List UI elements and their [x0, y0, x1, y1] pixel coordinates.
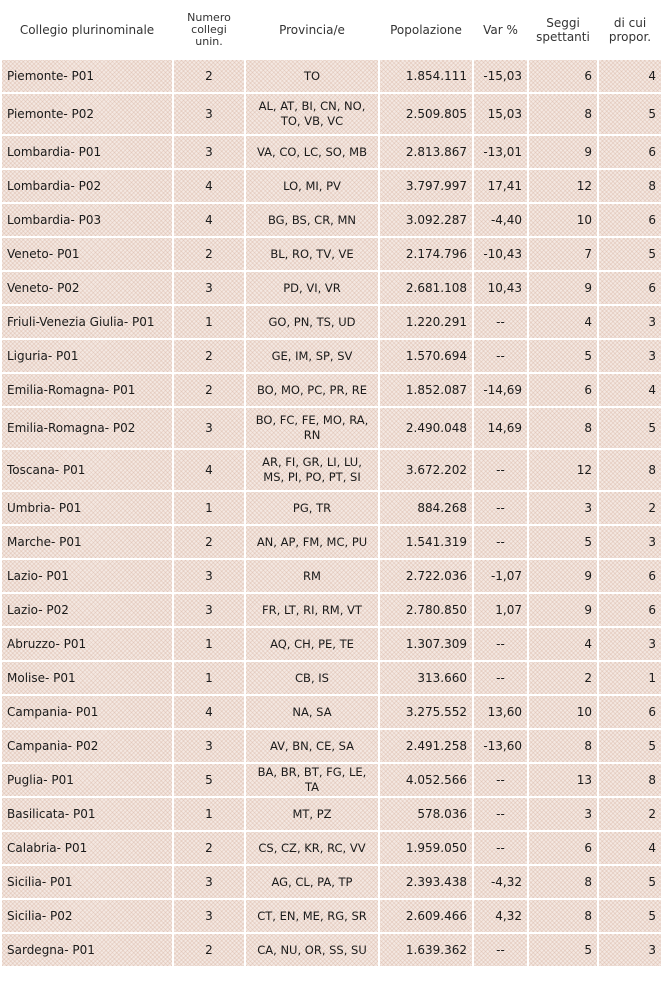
cell-provincia: BO, FC, FE, MO, RA, RN [245, 407, 379, 449]
cell-provincia: GO, PN, TS, UD [245, 305, 379, 339]
table-row [1, 59, 661, 93]
cell-proporzionale: 5 [598, 237, 661, 271]
table-row [1, 203, 661, 237]
cell-proporzionale: 6 [598, 203, 661, 237]
cell-provincia: TO [245, 59, 379, 93]
cell-var: -- [473, 627, 528, 661]
cell-numero: 4 [173, 695, 245, 729]
cell-var: -4,32 [473, 865, 528, 899]
table-row [1, 661, 661, 695]
cell-popolazione: 2.780.850 [379, 593, 473, 627]
cell-seggi: 8 [528, 407, 598, 449]
cell-provincia: BO, MO, PC, PR, RE [245, 373, 379, 407]
cell-seggi: 7 [528, 237, 598, 271]
cell-proporzionale: 4 [598, 831, 661, 865]
cell-proporzionale: 6 [598, 135, 661, 169]
cell-provincia: CS, CZ, KR, RC, VV [245, 831, 379, 865]
cell-numero: 1 [173, 627, 245, 661]
cell-collegio: Toscana- P01 [1, 449, 173, 491]
cell-numero: 3 [173, 593, 245, 627]
cell-popolazione: 1.541.319 [379, 525, 473, 559]
table-row [1, 865, 661, 899]
table-row [1, 525, 661, 559]
cell-proporzionale: 3 [598, 339, 661, 373]
header-popolazione: Popolazione [379, 1, 473, 59]
cell-collegio: Sicilia- P02 [1, 899, 173, 933]
cell-proporzionale: 8 [598, 449, 661, 491]
cell-popolazione: 1.852.087 [379, 373, 473, 407]
table-row [1, 593, 661, 627]
cell-seggi: 8 [528, 729, 598, 763]
table-row [1, 831, 661, 865]
table-row [1, 237, 661, 271]
cell-numero: 4 [173, 449, 245, 491]
cell-proporzionale: 3 [598, 525, 661, 559]
cell-var: -13,60 [473, 729, 528, 763]
cell-var: -14,69 [473, 373, 528, 407]
cell-collegio: Sicilia- P01 [1, 865, 173, 899]
cell-seggi: 3 [528, 797, 598, 831]
table-row [1, 93, 661, 135]
table-row [1, 899, 661, 933]
cell-popolazione: 4.052.566 [379, 763, 473, 797]
cell-seggi: 6 [528, 831, 598, 865]
cell-collegio: Friuli-Venezia Giulia- P01 [1, 305, 173, 339]
cell-var: 17,41 [473, 169, 528, 203]
cell-proporzionale: 8 [598, 763, 661, 797]
cell-numero: 3 [173, 559, 245, 593]
cell-collegio: Emilia-Romagna- P01 [1, 373, 173, 407]
cell-collegio: Sardegna- P01 [1, 933, 173, 967]
cell-popolazione: 2.174.796 [379, 237, 473, 271]
cell-seggi: 6 [528, 373, 598, 407]
cell-var: -- [473, 491, 528, 525]
table-row [1, 305, 661, 339]
cell-popolazione: 3.797.997 [379, 169, 473, 203]
cell-popolazione: 2.491.258 [379, 729, 473, 763]
cell-numero: 3 [173, 407, 245, 449]
cell-popolazione: 2.393.438 [379, 865, 473, 899]
cell-collegio: Liguria- P01 [1, 339, 173, 373]
cell-popolazione: 1.639.362 [379, 933, 473, 967]
cell-provincia: AR, FI, GR, LI, LU, MS, PI, PO, PT, SI [245, 449, 379, 491]
cell-collegio: Veneto- P01 [1, 237, 173, 271]
cell-proporzionale: 1 [598, 661, 661, 695]
cell-numero: 1 [173, 305, 245, 339]
cell-seggi: 9 [528, 559, 598, 593]
cell-seggi: 10 [528, 695, 598, 729]
cell-var: -4,40 [473, 203, 528, 237]
cell-provincia: PD, VI, VR [245, 271, 379, 305]
cell-numero: 1 [173, 661, 245, 695]
cell-seggi: 9 [528, 593, 598, 627]
cell-popolazione: 2.681.108 [379, 271, 473, 305]
cell-var: -- [473, 339, 528, 373]
cell-popolazione: 3.092.287 [379, 203, 473, 237]
cell-seggi: 8 [528, 865, 598, 899]
table-row [1, 695, 661, 729]
cell-popolazione: 578.036 [379, 797, 473, 831]
cell-numero: 3 [173, 899, 245, 933]
cell-popolazione: 3.672.202 [379, 449, 473, 491]
cell-collegio: Calabria- P01 [1, 831, 173, 865]
cell-provincia: VA, CO, LC, SO, MB [245, 135, 379, 169]
cell-numero: 2 [173, 339, 245, 373]
cell-collegio: Lombardia- P01 [1, 135, 173, 169]
cell-proporzionale: 2 [598, 491, 661, 525]
cell-var: -- [473, 525, 528, 559]
table-row [1, 135, 661, 169]
cell-popolazione: 3.275.552 [379, 695, 473, 729]
header-seggi: Seggi spettanti [528, 1, 598, 59]
cell-provincia: NA, SA [245, 695, 379, 729]
table-row [1, 169, 661, 203]
cell-var: 15,03 [473, 93, 528, 135]
cell-provincia: CB, IS [245, 661, 379, 695]
cell-provincia: CT, EN, ME, RG, SR [245, 899, 379, 933]
cell-numero: 2 [173, 237, 245, 271]
cell-numero: 5 [173, 763, 245, 797]
header-provincia: Provincia/e [245, 1, 379, 59]
cell-popolazione: 2.722.036 [379, 559, 473, 593]
table-row [1, 407, 661, 449]
table-row [1, 339, 661, 373]
cell-provincia: AN, AP, FM, MC, PU [245, 525, 379, 559]
cell-proporzionale: 3 [598, 627, 661, 661]
table-row [1, 729, 661, 763]
cell-var: 13,60 [473, 695, 528, 729]
cell-collegio: Campania- P02 [1, 729, 173, 763]
cell-proporzionale: 4 [598, 59, 661, 93]
cell-collegio: Marche- P01 [1, 525, 173, 559]
cell-collegio: Lombardia- P03 [1, 203, 173, 237]
cell-collegio: Campania- P01 [1, 695, 173, 729]
cell-seggi: 8 [528, 899, 598, 933]
cell-proporzionale: 5 [598, 407, 661, 449]
cell-var: -1,07 [473, 559, 528, 593]
cell-provincia: AV, BN, CE, SA [245, 729, 379, 763]
table-body [1, 59, 661, 967]
header-numero: Numero collegi unin. [173, 1, 245, 59]
cell-popolazione: 1.854.111 [379, 59, 473, 93]
header-proporzionale: di cui propor. [598, 1, 661, 59]
cell-var: 4,32 [473, 899, 528, 933]
cell-proporzionale: 5 [598, 729, 661, 763]
cell-seggi: 2 [528, 661, 598, 695]
cell-var: -- [473, 449, 528, 491]
cell-seggi: 5 [528, 525, 598, 559]
cell-numero: 2 [173, 59, 245, 93]
table-row [1, 491, 661, 525]
table-row [1, 933, 661, 967]
cell-var: -15,03 [473, 59, 528, 93]
cell-var: -- [473, 831, 528, 865]
cell-proporzionale: 8 [598, 169, 661, 203]
cell-proporzionale: 3 [598, 305, 661, 339]
table-row [1, 763, 661, 797]
cell-proporzionale: 6 [598, 271, 661, 305]
cell-provincia: BG, BS, CR, MN [245, 203, 379, 237]
cell-numero: 1 [173, 491, 245, 525]
cell-popolazione: 1.570.694 [379, 339, 473, 373]
cell-proporzionale: 6 [598, 593, 661, 627]
cell-provincia: AG, CL, PA, TP [245, 865, 379, 899]
cell-var: -13,01 [473, 135, 528, 169]
cell-seggi: 9 [528, 271, 598, 305]
cell-numero: 3 [173, 865, 245, 899]
cell-provincia: RM [245, 559, 379, 593]
cell-proporzionale: 4 [598, 373, 661, 407]
table-row [1, 559, 661, 593]
cell-collegio: Emilia-Romagna- P02 [1, 407, 173, 449]
cell-collegio: Umbria- P01 [1, 491, 173, 525]
cell-provincia: PG, TR [245, 491, 379, 525]
cell-collegio: Lazio- P02 [1, 593, 173, 627]
cell-popolazione: 1.220.291 [379, 305, 473, 339]
cell-var: -- [473, 763, 528, 797]
cell-collegio: Lombardia- P02 [1, 169, 173, 203]
header-row [1, 1, 661, 59]
table-row [1, 449, 661, 491]
cell-proporzionale: 6 [598, 695, 661, 729]
cell-seggi: 3 [528, 491, 598, 525]
cell-numero: 3 [173, 93, 245, 135]
cell-provincia: FR, LT, RI, RM, VT [245, 593, 379, 627]
cell-numero: 4 [173, 203, 245, 237]
cell-provincia: CA, NU, OR, SS, SU [245, 933, 379, 967]
cell-collegio: Molise- P01 [1, 661, 173, 695]
cell-var: 10,43 [473, 271, 528, 305]
cell-proporzionale: 5 [598, 93, 661, 135]
cell-seggi: 4 [528, 305, 598, 339]
cell-seggi: 8 [528, 93, 598, 135]
cell-proporzionale: 3 [598, 933, 661, 967]
cell-proporzionale: 2 [598, 797, 661, 831]
table-row [1, 797, 661, 831]
cell-proporzionale: 5 [598, 899, 661, 933]
cell-var: -- [473, 661, 528, 695]
cell-var: -- [473, 797, 528, 831]
cell-numero: 3 [173, 271, 245, 305]
cell-popolazione: 2.509.805 [379, 93, 473, 135]
cell-seggi: 5 [528, 933, 598, 967]
cell-popolazione: 1.307.309 [379, 627, 473, 661]
cell-provincia: BA, BR, BT, FG, LE, TA [245, 763, 379, 797]
cell-popolazione: 313.660 [379, 661, 473, 695]
cell-numero: 2 [173, 373, 245, 407]
cell-seggi: 13 [528, 763, 598, 797]
cell-proporzionale: 6 [598, 559, 661, 593]
cell-numero: 3 [173, 729, 245, 763]
cell-collegio: Basilicata- P01 [1, 797, 173, 831]
cell-seggi: 6 [528, 59, 598, 93]
table-row [1, 271, 661, 305]
cell-numero: 2 [173, 525, 245, 559]
header-var: Var % [473, 1, 528, 59]
cell-seggi: 10 [528, 203, 598, 237]
cell-collegio: Puglia- P01 [1, 763, 173, 797]
cell-var: 1,07 [473, 593, 528, 627]
cell-seggi: 12 [528, 449, 598, 491]
cell-var: -- [473, 933, 528, 967]
table-row [1, 373, 661, 407]
cell-popolazione: 2.813.867 [379, 135, 473, 169]
table-row [1, 627, 661, 661]
cell-collegio: Piemonte- P01 [1, 59, 173, 93]
cell-provincia: AQ, CH, PE, TE [245, 627, 379, 661]
cell-provincia: LO, MI, PV [245, 169, 379, 203]
cell-collegio: Abruzzo- P01 [1, 627, 173, 661]
cell-var: -10,43 [473, 237, 528, 271]
cell-provincia: MT, PZ [245, 797, 379, 831]
cell-seggi: 5 [528, 339, 598, 373]
cell-seggi: 9 [528, 135, 598, 169]
cell-numero: 3 [173, 135, 245, 169]
header-collegio: Collegio plurinominale [1, 1, 173, 59]
cell-var: -- [473, 305, 528, 339]
cell-proporzionale: 5 [598, 865, 661, 899]
table-header [1, 1, 661, 59]
cell-provincia: BL, RO, TV, VE [245, 237, 379, 271]
cell-numero: 2 [173, 933, 245, 967]
cell-numero: 4 [173, 169, 245, 203]
cell-provincia: GE, IM, SP, SV [245, 339, 379, 373]
cell-numero: 1 [173, 797, 245, 831]
cell-popolazione: 884.268 [379, 491, 473, 525]
cell-popolazione: 2.490.048 [379, 407, 473, 449]
cell-provincia: AL, AT, BI, CN, NO, TO, VB, VC [245, 93, 379, 135]
cell-popolazione: 1.959.050 [379, 831, 473, 865]
cell-seggi: 4 [528, 627, 598, 661]
cell-popolazione: 2.609.466 [379, 899, 473, 933]
cell-var: 14,69 [473, 407, 528, 449]
cell-collegio: Piemonte- P02 [1, 93, 173, 135]
cell-collegio: Veneto- P02 [1, 271, 173, 305]
cell-collegio: Lazio- P01 [1, 559, 173, 593]
cell-numero: 2 [173, 831, 245, 865]
cell-seggi: 12 [528, 169, 598, 203]
